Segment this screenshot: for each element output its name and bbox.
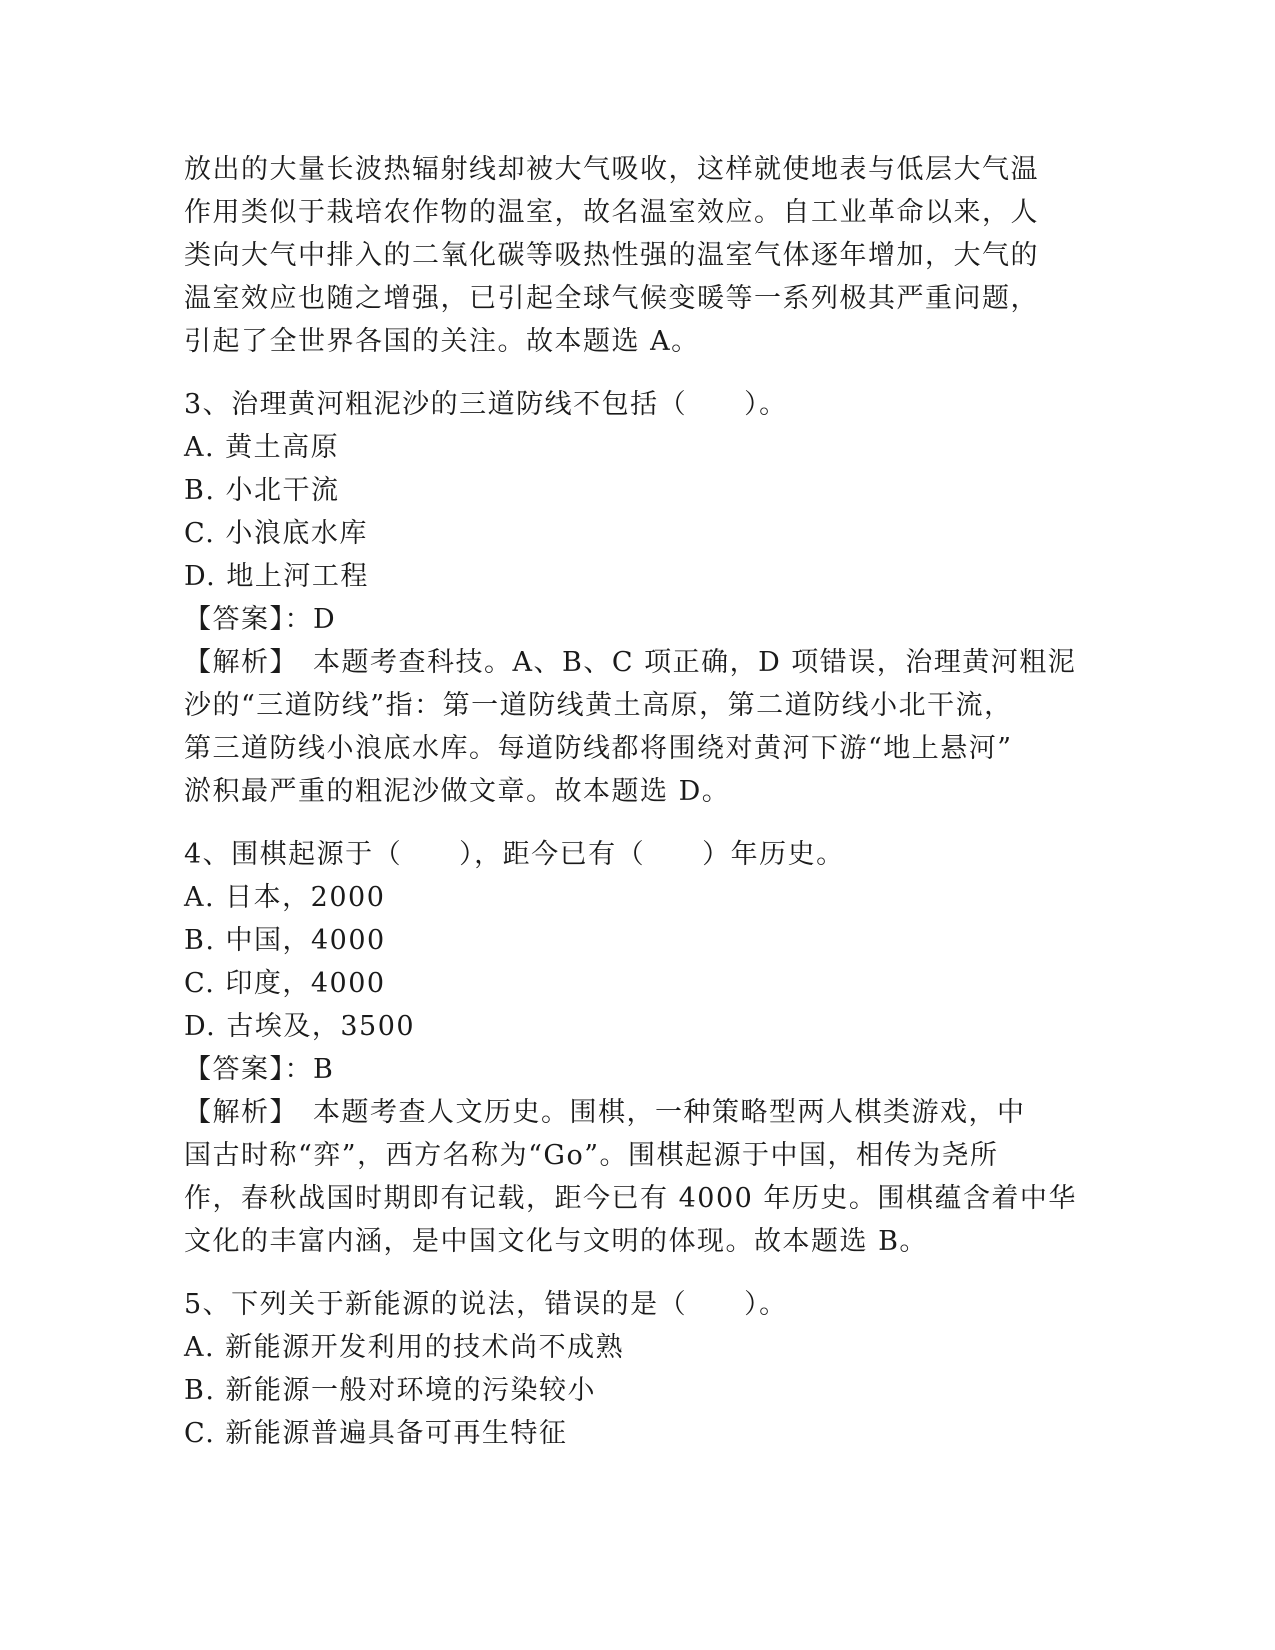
- analysis-line: 【解析】 本题考查科技。A、B、C 项正确，D 项错误，治理黄河粗泥: [184, 647, 1077, 678]
- text-line: 引起了全世界各国的关注。故本题选 A。: [184, 326, 700, 357]
- analysis-line: 文化的丰富内涵，是中国文化与文明的体现。故本题选 B。: [184, 1226, 928, 1257]
- q2-analysis-continuation: [184, 148, 1084, 363]
- analysis-line: 淤积最严重的粗泥沙做文章。故本题选 D。: [184, 776, 731, 807]
- option-c: C. 新能源普遍具备可再生特征: [184, 1418, 568, 1449]
- option-b: B. 小北干流: [184, 475, 340, 506]
- text-line: 温室效应也随之增强，已引起全球气候变暖等一系列极其严重问题，: [184, 283, 1039, 314]
- question-5: [184, 1283, 1084, 1455]
- analysis-line: 沙的“三道防线”指：第一道防线黄土高原，第二道防线小北干流，: [184, 690, 1013, 721]
- question-stem: 4、围棋起源于（ ），距今已有（ ）年历史。: [184, 839, 845, 870]
- option-d: D. 地上河工程: [184, 561, 369, 592]
- option-b: B. 新能源一般对环境的污染较小: [184, 1375, 597, 1406]
- option-a: A. 黄土高原: [184, 432, 340, 463]
- question-4: [184, 833, 1084, 1263]
- analysis-line: 作，春秋战国时期即有记载，距今已有 4000 年历史。围棋蕴含着中华: [184, 1183, 1077, 1214]
- option-c: C. 小浪底水库: [184, 518, 368, 549]
- option-a: A. 日本，2000: [184, 882, 386, 913]
- option-d: D. 古埃及，3500: [184, 1011, 416, 1042]
- text-line: 放出的大量长波热辐射线却被大气吸收，这样就使地表与低层大气温: [184, 154, 1039, 185]
- option-c: C. 印度，4000: [184, 968, 386, 999]
- text-line: 类向大气中排入的二氧化碳等吸热性强的温室气体逐年增加，大气的: [184, 240, 1039, 271]
- document-page: [184, 148, 1084, 1455]
- option-b: B. 中国，4000: [184, 925, 386, 956]
- analysis-line: 国古时称“弈”，西方名称为“Go”。围棋起源于中国，相传为尧所: [184, 1140, 999, 1171]
- answer-line: 【答案】：B: [184, 1054, 335, 1085]
- question-stem: 3、治理黄河粗泥沙的三道防线不包括（ ）。: [184, 389, 788, 420]
- spacer: [184, 363, 1084, 383]
- text-line: 作用类似于栽培农作物的温室，故名温室效应。自工业革命以来，人: [184, 197, 1039, 228]
- analysis-line: 第三道防线小浪底水库。每道防线都将围绕对黄河下游“地上悬河”: [184, 733, 1013, 764]
- question-3: [184, 383, 1084, 813]
- spacer: [184, 813, 1084, 833]
- analysis-line: 【解析】 本题考查人文历史。围棋，一种策略型两人棋类游戏，中: [184, 1097, 1026, 1128]
- question-stem: 5、下列关于新能源的说法，错误的是（ ）。: [184, 1289, 788, 1320]
- option-a: A. 新能源开发利用的技术尚不成熟: [184, 1332, 625, 1363]
- answer-line: 【答案】：D: [184, 604, 337, 635]
- spacer: [184, 1263, 1084, 1283]
